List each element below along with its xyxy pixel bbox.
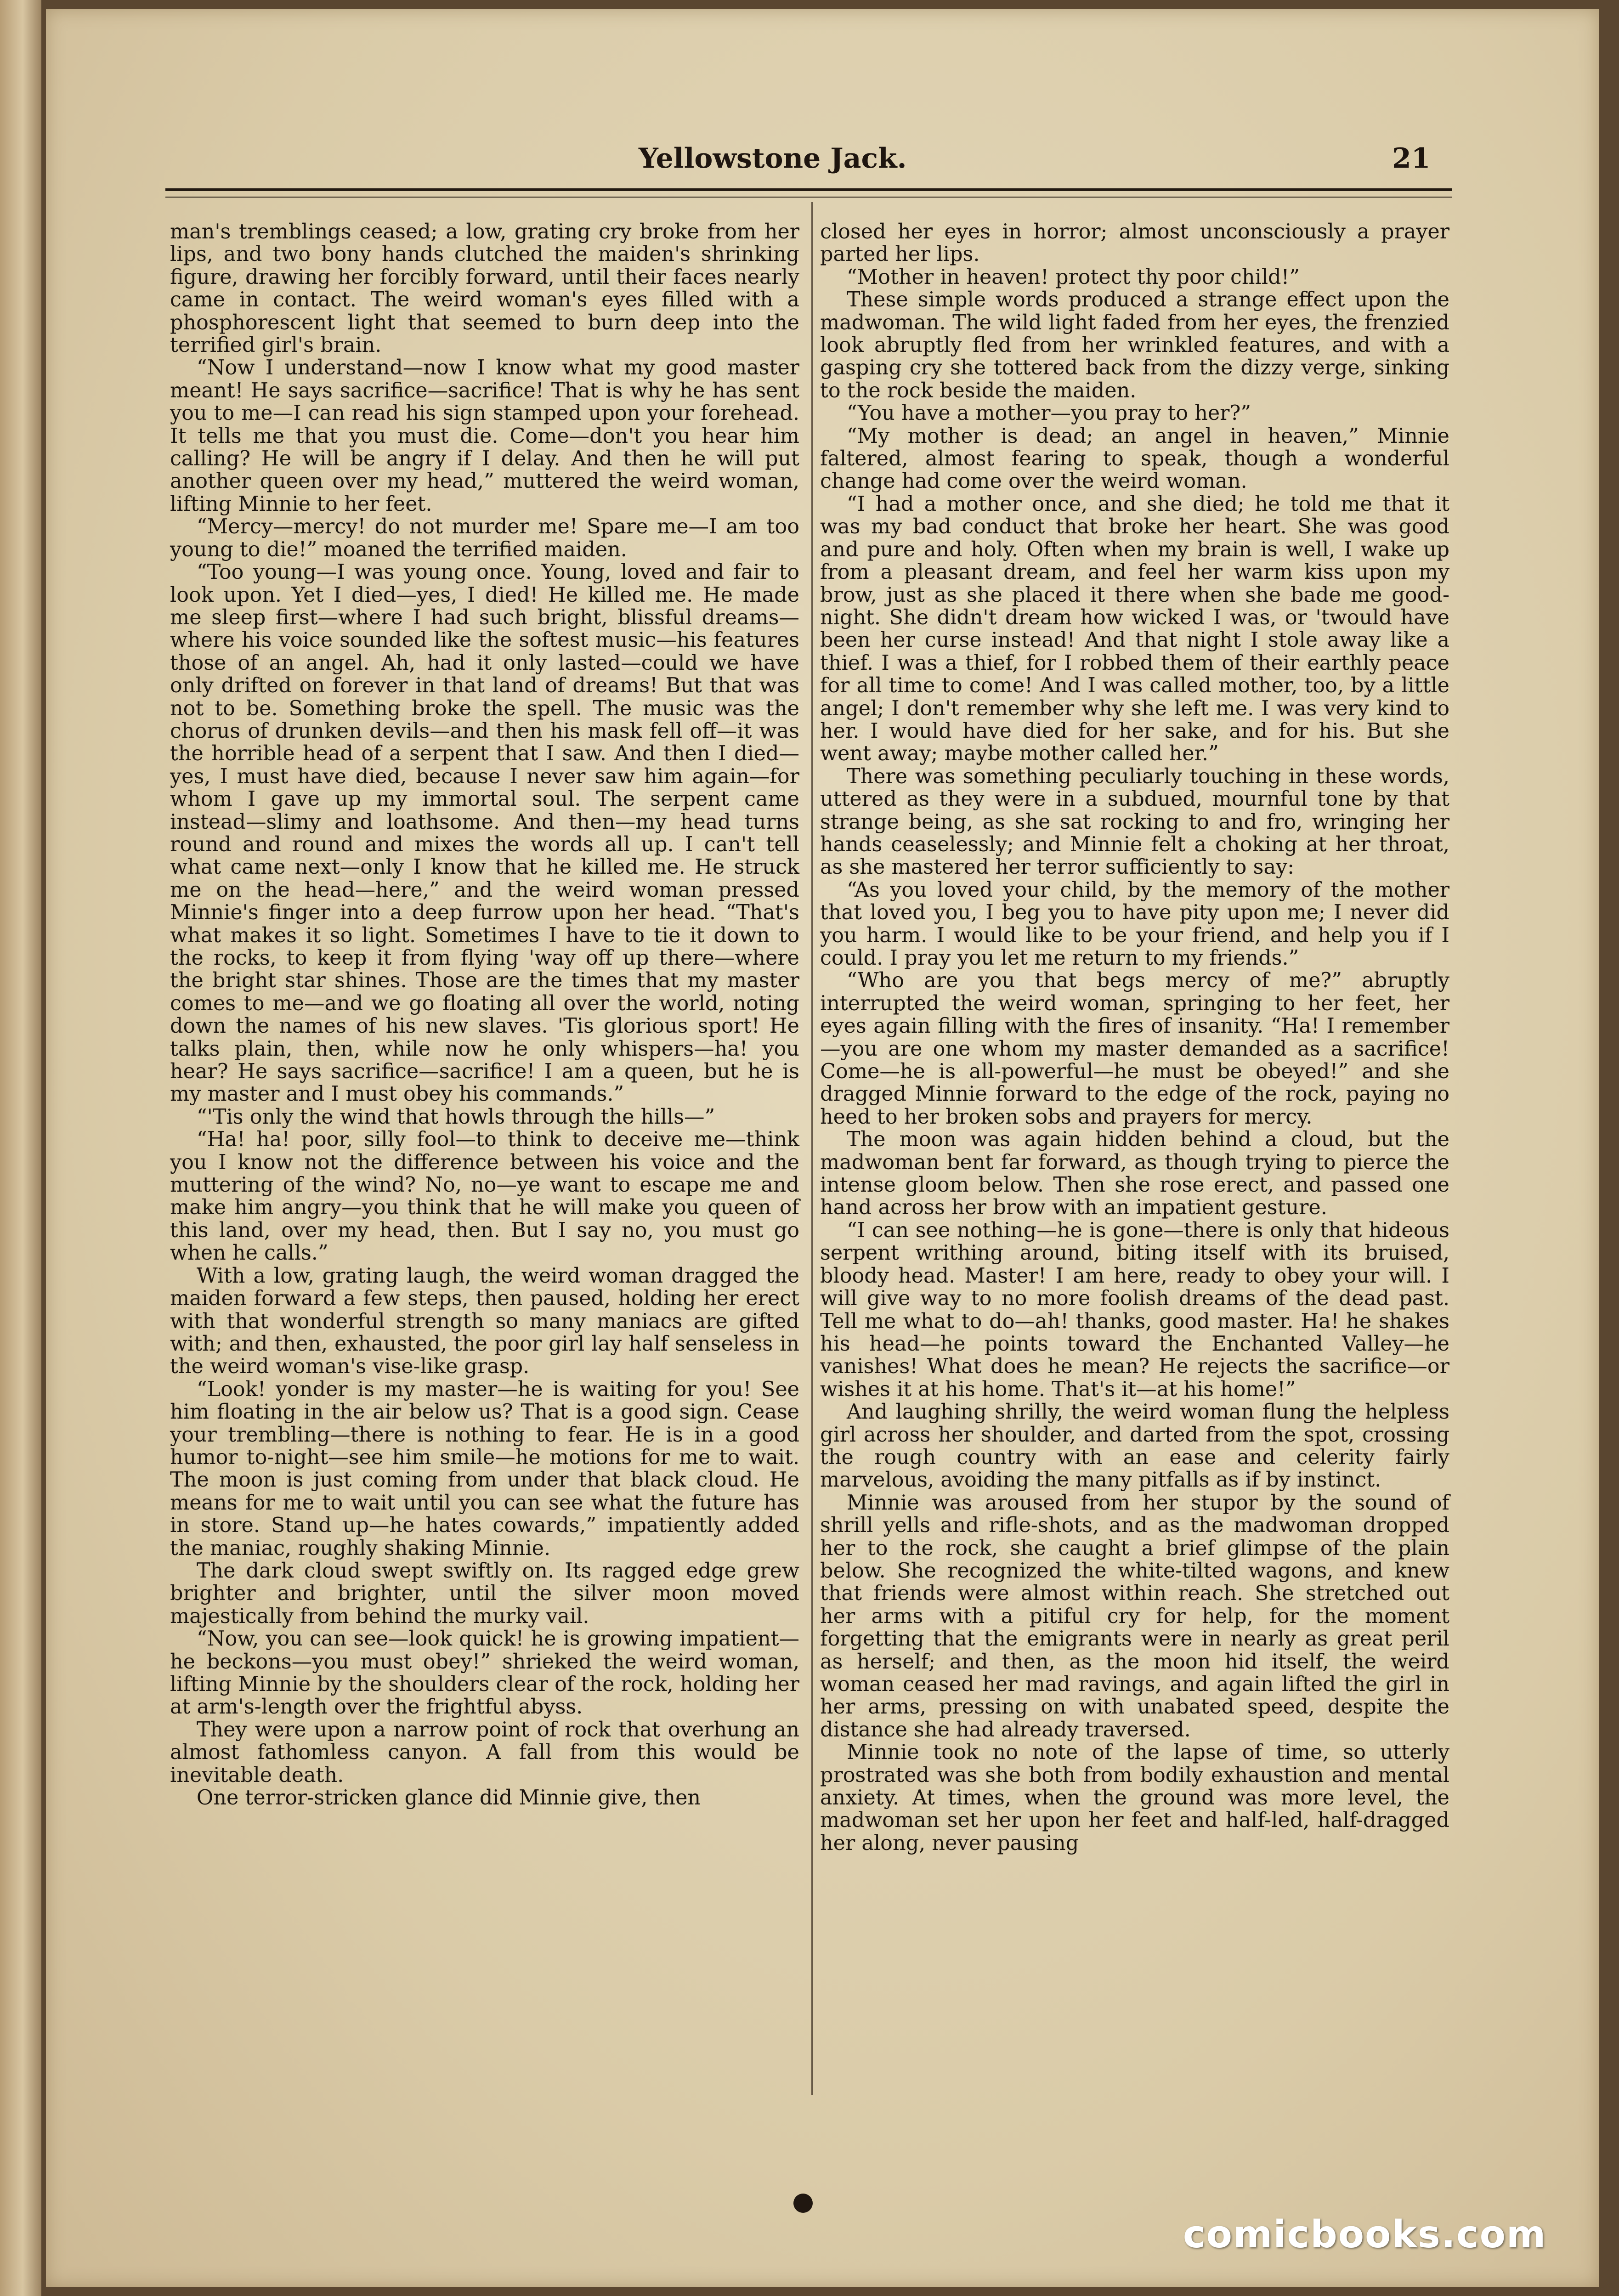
paragraph: “Look! yonder is my master—he is waiting for you! See him floating in the air below us? That is a good sign. Cease your trembling—there is nothing to fear. He is in a good humor to-night—see him smile—he motions for me to wait. The moon is just coming from under that black cloud. He means for me to wait until you can see what the future has in store. Stand up—he hates cowards,” impatiently added the maniac, roughly shaking Minnie. (170, 1377, 799, 1560)
paragraph: “I had a mother once, and she died; he told me that it was my bad conduct that broke her heart. She was good and pure and holy. Often when my brain is well, I wake up from a pleasant dream, and feel her warm kiss upon my brow, just as she placed it there when she bade me good-night. She didn't dream how wicked I was, or 'twould have been her curse instead! And that night I stole away like a thief. I was a thief, for I robbed them of their earthly peace for all time to come! And I was called mother, too, by a little angel; I don't remember why she left me. I was very kind to her. I would have died for her sake, and for his. But she went away; maybe mother called her.” (820, 492, 1449, 766)
page-number: 21 (1392, 142, 1431, 175)
paragraph: Minnie took no note of the lapse of time, so utterly prostrated was she both from bodily exhaustion and mental anxiety. At times, when the ground was more level, the madwoman set her upon her feet and half-led, half-dragged her along, never pausing (820, 1741, 1449, 1855)
header-rule-thin (165, 197, 1452, 198)
site-watermark: comicbooks.com (1183, 2213, 1547, 2256)
header-rule-thick (165, 188, 1452, 191)
paragraph: One terror-stricken glance did Minnie give, then (196, 1786, 701, 1810)
left-column (170, 221, 799, 1809)
paragraph: “'Tis only the wind that howls through the hills—” (196, 1105, 715, 1129)
paragraph: man's tremblings ceased; a low, grating cry broke from her lips, and two bony hands clutched the maiden's shrinking figure, drawing her forcibly forward, until their faces nearly came in contact. The weird woman's eyes filled with a phosphorescent light that seemed to burn deep into the terrified girl's brain. (170, 220, 799, 357)
paragraph: “Ha! ha! poor, silly fool—to think to deceive me—think you I know not the difference between his voice and the muttering of the wind? No, no—ye want to escape me and make him angry—you think that he will make you queen of this land, over my head, then. But I say no, you must go when he calls.” (170, 1128, 799, 1265)
paragraph: Minnie was aroused from her stupor by the sound of shrill yells and rifle-shots, and as the madwoman dropped her to the rock, she caught a brief glimpse of the plain below. She recognized the white-tilted wagons, and knew that friends were almost within reach. She stretched out her arms with a pitiful cry for help, for the moment forgetting that the emigrants were in nearly as great peril as herself; and then, as the moon hid itself, the weird woman ceased her mad ravings, and again lifted the girl in her arms, pressing on with unabated speed, despite the distance she had already traversed. (820, 1491, 1449, 1742)
paragraph: “Mercy—mercy! do not murder me! Spare me—I am too young to die!” moaned the terrified maiden. (170, 515, 799, 561)
paragraph: “Now, you can see—look quick! he is growing impatient—he beckons—you must obey!” shrieked the weird woman, lifting Minnie by the shoulders clear of the rock, holding her at arm's-length over the frightful abyss. (170, 1627, 799, 1719)
paragraph: closed her eyes in horror; almost unconsciously a prayer parted her lips. (820, 220, 1449, 266)
paragraph: “I can see nothing—he is gone—there is only that hideous serpent writhing around, biting itself with its bruised, bloody head. Master! I am here, ready to obey your will. I will give way to no more foolish dreams of the dead past. Tell me what to do—ah! thanks, good master. Ha! he shakes his head—he points toward the Enchanted Valley—he vanishes! What does he mean? He rejects the sacrifice—or wishes it at his home. That's it—at his home!” (820, 1218, 1449, 1401)
paragraph: The dark cloud swept swiftly on. Its ragged edge grew brighter and brighter, until the silver moon moved majestically from behind the murky vail. (170, 1559, 799, 1628)
column-divider (811, 202, 813, 2095)
paragraph: These simple words produced a strange effect upon the madwoman. The wild light faded from her eyes, the frenzied look abruptly fled from her wrinkled features, and with a gasping cry she tottered back from the dizzy verge, sinking to the rock beside the maiden. (820, 288, 1449, 402)
previous-page-edge (0, 0, 41, 2296)
paragraph: “Mother in heaven! protect thy poor child!” (846, 265, 1300, 289)
running-head-title: Yellowstone Jack. (639, 142, 907, 175)
paragraph: They were upon a narrow point of rock that overhung an almost fathomless canyon. A fall from this would be inevitable death. (170, 1718, 799, 1787)
paragraph: There was something peculiarly touching in these words, uttered as they were in a subdued, mournful tone by that strange being, as she sat rocking to and fro, wringing her hands ceaselessly; and Minnie felt a choking at her throat, as she mastered her terror sufficiently to say: (820, 764, 1449, 879)
paragraph: “Now I understand—now I know what my good master meant! He says sacrifice—sacrifice! That is why he has sent you to me—I can read his sign stamped upon your forehead. It tells me that you must die. Come—don't you hear him calling? He will be angry if I delay. And then he will put another queen over my head,” muttered the weird woman, lifting Minnie to her feet. (170, 356, 799, 516)
paragraph: With a low, grating laugh, the weird woman dragged the maiden forward a few steps, then paused, holding her erect with that wonderful strength so many maniacs are gifted with; and then, exhausted, the poor girl lay half senseless in the weird woman's vise-like grasp. (170, 1264, 799, 1379)
paragraph: “Too young—I was young once. Young, loved and fair to look upon. Yet I died—yes, I died! He killed me. He made me sleep first—where I had such bright, blissful dreams—where his voice sounded like the softest music—his features those of an angel. Ah, had it only lasted—could we have only drifted on forever in that land of dreams! But that was not to be. Something broke the spell. The music was the chorus of drunken devils—and then his mask fell off—it was the horrible head of a serpent that I saw. And then I died—yes, I must have died, because I never saw him again—for whom I gave up my immortal soul. The serpent came instead—slimy and loathsome. And then—my head turns round and round and mixes the words all up. I can't tell what came next—only I know that he killed me. He struck me on the head—here,” and the weird woman pressed Minnie's finger into a deep furrow upon her head. “That's what makes it so light. Sometimes I have to tie it down to the rocks, to keep it from flying 'way off up there—where the bright star shines. Those are the times that my master comes to me—and we go floating all over the world, noting down the names of his new slaves. 'Tis glorious sport! He talks plain, then, while now he only whispers—ha! you hear? He says sacrifice—sacrifice! I am a queen, but he is my master and I must obey his commands.” (170, 560, 799, 1106)
paragraph: “Who are you that begs mercy of me?” abruptly interrupted the weird woman, springing to her feet, her eyes again filling with the fires of insanity. “Ha! I remember—you are one whom my master demanded as a sacrifice! Come—he is all-powerful—he must be obeyed!” and she dragged Minnie forward to the edge of the rock, paying no heed to her broken sobs and prayers for mercy. (820, 969, 1449, 1129)
paragraph: “My mother is dead; an angel in heaven,” Minnie faltered, almost fearing to speak, though a wonderful change had come over the weird woman. (820, 424, 1449, 493)
paragraph: And laughing shrilly, the weird woman flung the helpless girl across her shoulder, and darted from the spot, crossing the rough country with an ease and celerity fairly marvelous, avoiding the many pitfalls as if by instinct. (820, 1400, 1449, 1492)
paragraph: “As you loved your child, by the memory of the mother that loved you, I beg you to have pity upon me; I never did you harm. I would like to be your friend, and help you if I could. I pray you let me return to my friends.” (820, 878, 1449, 970)
paragraph: “You have a mother—you pray to her?” (846, 402, 1251, 425)
right-column (820, 221, 1449, 1855)
paragraph: The moon was again hidden behind a cloud, but the madwoman bent far forward, as though trying to pierce the intense gloom below. Then she rose erect, and passed one hand across her brow with an impatient gesture. (820, 1128, 1449, 1220)
printer-dot-mark (793, 2194, 813, 2213)
